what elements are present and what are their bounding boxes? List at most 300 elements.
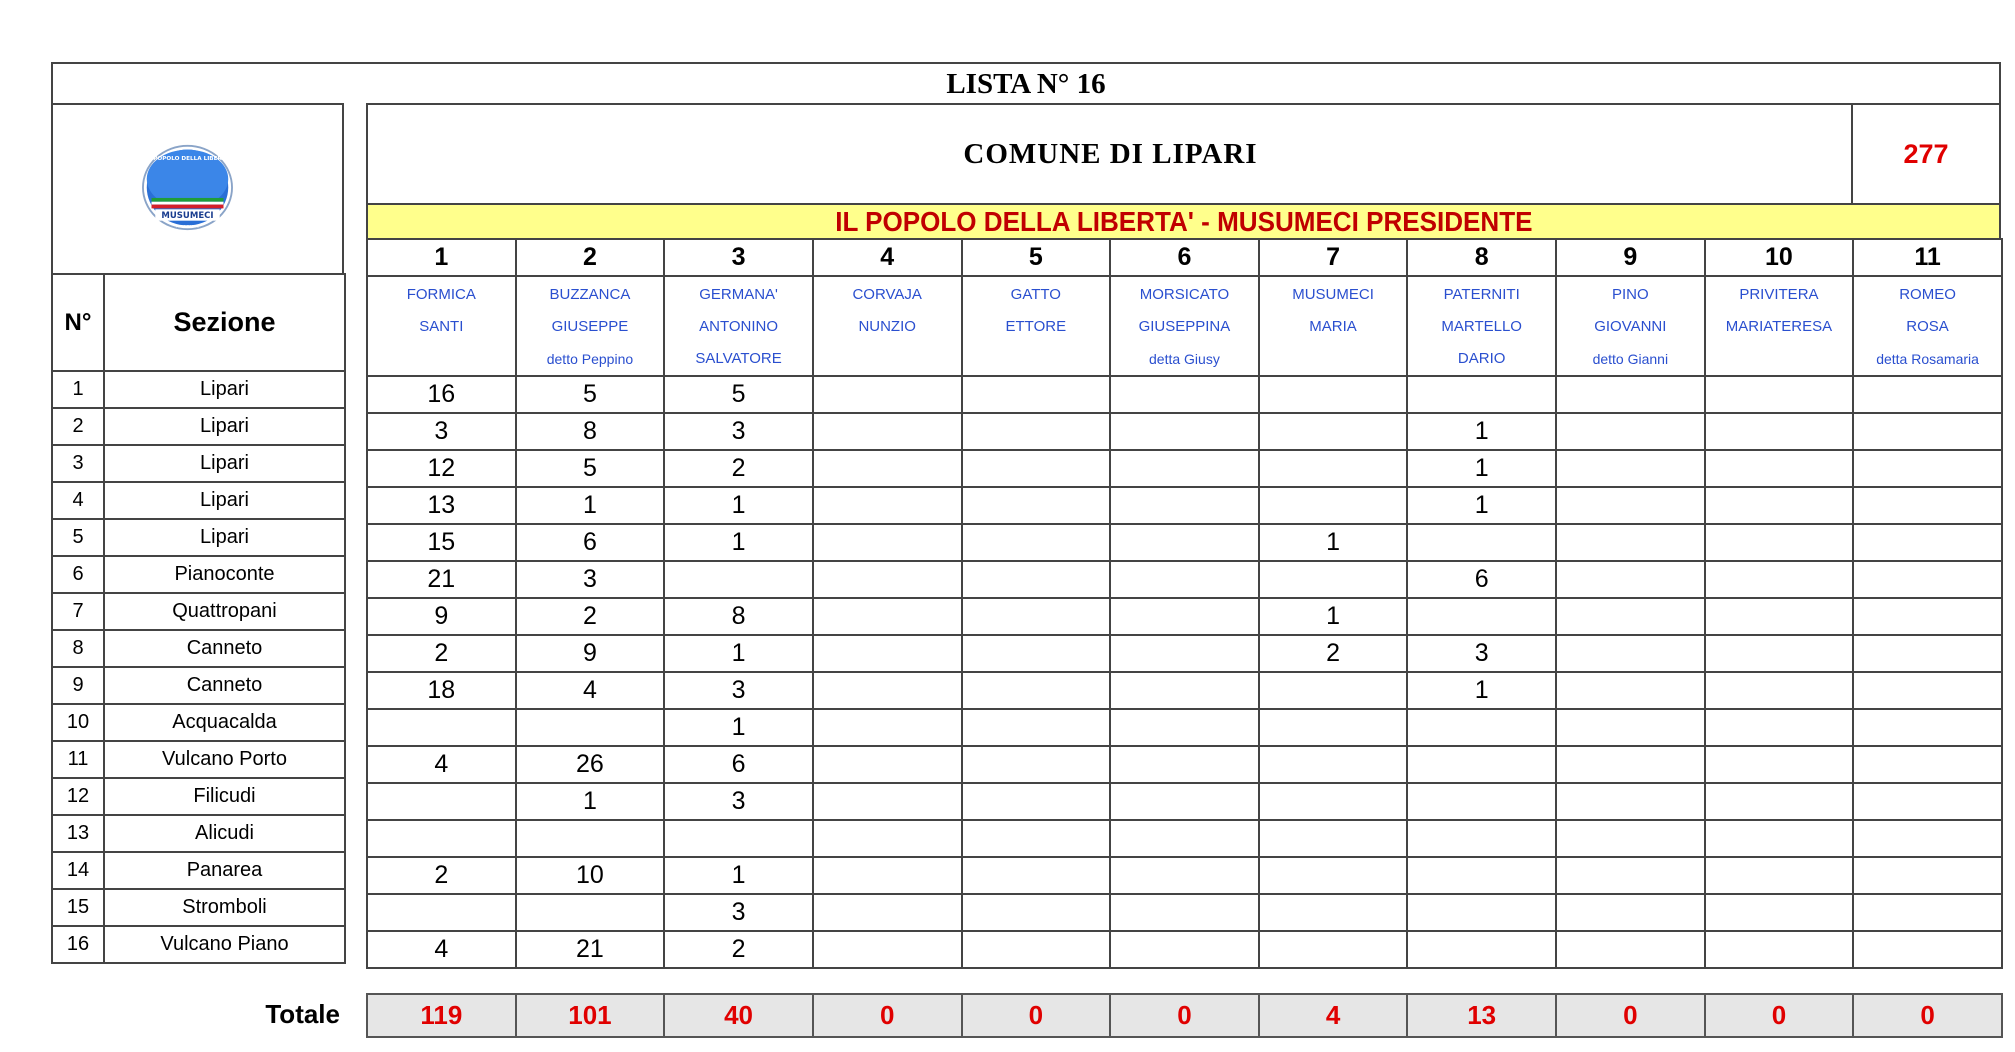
vote-cell: 3 — [516, 561, 665, 598]
section-number: 16 — [52, 926, 104, 963]
section-row — [52, 556, 345, 593]
section-number: 1 — [52, 371, 104, 408]
section-row — [52, 889, 345, 926]
party-name-banner — [366, 203, 2001, 240]
vote-cell — [1705, 487, 1854, 524]
vote-cell — [1110, 857, 1259, 894]
vote-cell: 1 — [516, 783, 665, 820]
logo-sub-text: PRESIDENTE — [175, 223, 200, 229]
section-number: 5 — [52, 519, 104, 556]
section-name: Lipari — [104, 371, 345, 408]
vote-cell: 1 — [664, 709, 813, 746]
vote-cell — [1110, 820, 1259, 857]
section-number: 13 — [52, 815, 104, 852]
candidate-name-line: MORSICATO — [1139, 286, 1230, 303]
vote-cell — [1853, 746, 2002, 783]
vote-cell: 1 — [1259, 524, 1408, 561]
candidate-name-line: FORMICA — [406, 286, 476, 303]
sections-header-row — [52, 274, 345, 371]
total-cell: 13 — [1407, 994, 1556, 1037]
vote-cell: 1 — [1407, 487, 1556, 524]
totals-row — [367, 994, 2002, 1037]
vote-cell: 1 — [1259, 598, 1408, 635]
candidate-name-line: MARIATERESA — [1725, 318, 1833, 335]
vote-cell — [1110, 487, 1259, 524]
candidate-number: 10 — [1705, 239, 1854, 276]
votes-row — [367, 820, 2002, 857]
vote-cell — [516, 820, 665, 857]
vote-cell: 9 — [516, 635, 665, 672]
vote-cell — [1259, 746, 1408, 783]
candidate-number: 3 — [664, 239, 813, 276]
vote-cell — [813, 413, 962, 450]
vote-cell: 8 — [516, 413, 665, 450]
vote-cell — [516, 894, 665, 931]
vote-cell — [813, 857, 962, 894]
candidate-number: 7 — [1259, 239, 1408, 276]
candidate-name-line: ETTORE — [1005, 318, 1067, 335]
vote-cell — [1556, 598, 1705, 635]
candidate-number-row — [367, 239, 2002, 276]
section-row — [52, 815, 345, 852]
vote-cell — [1110, 709, 1259, 746]
section-row — [52, 519, 345, 556]
vote-cell — [1407, 857, 1556, 894]
candidate-name-line: GATTO — [1010, 286, 1061, 303]
vote-cell — [1705, 635, 1854, 672]
candidate-name-line: SANTI — [419, 318, 464, 335]
vote-cell — [813, 783, 962, 820]
vote-cell — [1259, 561, 1408, 598]
vote-cell: 3 — [367, 413, 516, 450]
total-cell: 0 — [1556, 994, 1705, 1037]
vote-cell — [813, 820, 962, 857]
vote-cell — [813, 709, 962, 746]
sections-table — [51, 273, 346, 964]
vote-cell: 4 — [367, 746, 516, 783]
vote-cell — [1110, 598, 1259, 635]
candidate-number: 11 — [1853, 239, 2002, 276]
candidate-name-line: GERMANA' — [699, 286, 778, 303]
vote-cell — [1259, 487, 1408, 524]
candidates-table — [366, 238, 2003, 969]
vote-cell: 4 — [516, 672, 665, 709]
vote-cell — [1407, 709, 1556, 746]
votes-row — [367, 931, 2002, 968]
section-number: 2 — [52, 408, 104, 445]
header-number: N° — [52, 274, 104, 371]
candidate-name-line — [368, 343, 515, 375]
vote-cell: 4 — [367, 931, 516, 968]
vote-cell — [1110, 413, 1259, 450]
vote-cell — [1853, 524, 2002, 561]
section-row — [52, 778, 345, 815]
vote-cell: 2 — [664, 450, 813, 487]
section-name: Stromboli — [104, 889, 345, 926]
section-number: 11 — [52, 741, 104, 778]
list-title: LISTA N° 16 — [51, 62, 2001, 105]
vote-cell — [1556, 931, 1705, 968]
section-name: Lipari — [104, 519, 345, 556]
candidate-name-line: detto Peppino — [546, 351, 634, 367]
votes-row — [367, 672, 2002, 709]
vote-cell — [1853, 672, 2002, 709]
vote-cell: 6 — [1407, 561, 1556, 598]
vote-cell — [1110, 450, 1259, 487]
vote-cell — [1705, 894, 1854, 931]
vote-cell — [1110, 746, 1259, 783]
candidate-name-cell — [1556, 276, 1705, 376]
vote-cell: 15 — [367, 524, 516, 561]
vote-cell — [1110, 635, 1259, 672]
vote-cell — [1259, 709, 1408, 746]
vote-cell — [367, 820, 516, 857]
section-row — [52, 408, 345, 445]
vote-cell — [1407, 598, 1556, 635]
total-cell: 101 — [516, 994, 665, 1037]
vote-cell — [1556, 783, 1705, 820]
votes-row — [367, 376, 2002, 413]
candidate-name-line: DARIO — [1457, 350, 1506, 367]
candidate-name-line: MARIA — [1309, 318, 1357, 335]
section-name: Vulcano Piano — [104, 926, 345, 963]
vote-cell — [1705, 672, 1854, 709]
vote-cell — [962, 783, 1111, 820]
candidate-name-cell — [367, 276, 516, 376]
vote-cell: 13 — [367, 487, 516, 524]
vote-cell: 5 — [516, 376, 665, 413]
candidate-name-line: PATERNITI — [1443, 286, 1520, 303]
vote-cell — [1853, 450, 2002, 487]
candidate-number: 2 — [516, 239, 665, 276]
candidate-name-line — [1260, 343, 1407, 375]
vote-cell: 2 — [367, 857, 516, 894]
vote-cell — [1556, 709, 1705, 746]
section-number: 14 — [52, 852, 104, 889]
candidate-name-line: detto Gianni — [1592, 351, 1669, 367]
vote-cell — [1705, 598, 1854, 635]
candidate-number: 9 — [1556, 239, 1705, 276]
vote-cell — [813, 635, 962, 672]
votes-row — [367, 487, 2002, 524]
candidate-name-line: detta Rosamaria — [1876, 351, 1979, 367]
candidate-name-cell — [516, 276, 665, 376]
candidate-name-cell — [962, 276, 1111, 376]
candidate-name-line: NUNZIO — [858, 318, 916, 335]
total-cell: 0 — [962, 994, 1111, 1037]
candidate-number: 4 — [813, 239, 962, 276]
vote-cell: 6 — [516, 524, 665, 561]
vote-cell — [1705, 376, 1854, 413]
vote-cell: 6 — [664, 746, 813, 783]
candidate-name-line: ROMEO — [1899, 286, 1956, 303]
vote-cell — [664, 561, 813, 598]
vote-cell — [962, 709, 1111, 746]
votes-row — [367, 746, 2002, 783]
section-row — [52, 445, 345, 482]
candidate-name-line: detta Giusy — [1149, 351, 1220, 367]
total-cell: 0 — [1110, 994, 1259, 1037]
section-number: 3 — [52, 445, 104, 482]
vote-cell — [1705, 524, 1854, 561]
candidate-name-line: GIUSEPPINA — [1138, 318, 1231, 335]
candidate-name-cell — [1259, 276, 1408, 376]
vote-cell — [813, 894, 962, 931]
votes-row — [367, 561, 2002, 598]
candidate-number: 6 — [1110, 239, 1259, 276]
vote-cell — [1556, 561, 1705, 598]
candidate-number: 8 — [1407, 239, 1556, 276]
vote-cell — [367, 783, 516, 820]
candidate-number: 5 — [962, 239, 1111, 276]
vote-cell — [813, 376, 962, 413]
vote-cell — [1407, 931, 1556, 968]
vote-cell — [1407, 783, 1556, 820]
section-number: 4 — [52, 482, 104, 519]
section-number: 10 — [52, 704, 104, 741]
votes-row — [367, 783, 2002, 820]
logo-top-text: IL POPOLO DELLA LIBERTÀ — [145, 156, 230, 163]
votes-row — [367, 598, 2002, 635]
party-logo — [140, 143, 235, 233]
section-name: Canneto — [104, 667, 345, 704]
vote-cell — [962, 820, 1111, 857]
vote-cell: 2 — [1259, 635, 1408, 672]
section-row — [52, 667, 345, 704]
vote-cell — [1853, 820, 2002, 857]
votes-row — [367, 450, 2002, 487]
vote-cell: 10 — [516, 857, 665, 894]
section-row — [52, 482, 345, 519]
vote-cell: 1 — [1407, 672, 1556, 709]
section-name: Quattropani — [104, 593, 345, 630]
vote-cell — [1110, 783, 1259, 820]
vote-cell — [813, 450, 962, 487]
vote-cell — [1259, 783, 1408, 820]
vote-cell — [1853, 376, 2002, 413]
vote-cell — [962, 487, 1111, 524]
vote-cell — [1556, 894, 1705, 931]
vote-cell — [1259, 857, 1408, 894]
section-name: Alicudi — [104, 815, 345, 852]
votes-row — [367, 524, 2002, 561]
section-name: Panarea — [104, 852, 345, 889]
vote-cell: 3 — [1407, 635, 1556, 672]
vote-cell — [962, 524, 1111, 561]
vote-cell — [1556, 450, 1705, 487]
section-row — [52, 926, 345, 963]
votes-row — [367, 413, 2002, 450]
votes-row — [367, 894, 2002, 931]
vote-cell — [1407, 820, 1556, 857]
total-cell: 0 — [1705, 994, 1854, 1037]
vote-cell — [1110, 524, 1259, 561]
candidate-name-line: GIUSEPPE — [551, 318, 629, 335]
vote-cell — [1556, 820, 1705, 857]
vote-cell — [1259, 931, 1408, 968]
section-name: Acquacalda — [104, 704, 345, 741]
vote-cell: 8 — [664, 598, 813, 635]
section-name: Lipari — [104, 408, 345, 445]
candidate-name-line: MUSUMECI — [1292, 286, 1374, 303]
vote-cell — [1705, 857, 1854, 894]
vote-cell — [1110, 376, 1259, 413]
vote-cell — [1705, 931, 1854, 968]
vote-cell: 3 — [664, 783, 813, 820]
vote-cell: 5 — [664, 376, 813, 413]
candidate-name-cell — [1407, 276, 1556, 376]
vote-cell — [1259, 376, 1408, 413]
vote-cell — [1556, 635, 1705, 672]
candidate-name-line: ROSA — [1906, 318, 1949, 335]
section-name: Lipari — [104, 445, 345, 482]
vote-cell — [1556, 746, 1705, 783]
vote-cell: 2 — [516, 598, 665, 635]
vote-cell — [1556, 487, 1705, 524]
vote-cell — [1853, 413, 2002, 450]
vote-cell — [962, 450, 1111, 487]
section-name: Vulcano Porto — [104, 741, 345, 778]
section-number: 7 — [52, 593, 104, 630]
total-cell: 0 — [813, 994, 962, 1037]
vote-cell: 2 — [664, 931, 813, 968]
total-cell: 40 — [664, 994, 813, 1037]
candidate-number: 1 — [367, 239, 516, 276]
section-row — [52, 371, 345, 408]
candidate-name-line: PRIVITERA — [1739, 286, 1819, 303]
vote-cell: 3 — [664, 672, 813, 709]
section-number: 9 — [52, 667, 104, 704]
vote-cell — [1853, 931, 2002, 968]
vote-cell — [813, 598, 962, 635]
vote-cell: 3 — [664, 413, 813, 450]
vote-cell — [1705, 709, 1854, 746]
vote-cell — [813, 524, 962, 561]
candidate-name-cell — [1705, 276, 1854, 376]
vote-cell: 1 — [1407, 413, 1556, 450]
candidate-name-line: BUZZANCA — [549, 286, 631, 303]
totale-label: Totale — [265, 998, 340, 1029]
total-cell: 0 — [1853, 994, 2002, 1037]
vote-cell — [367, 894, 516, 931]
candidate-name-row — [367, 276, 2002, 376]
section-row — [52, 593, 345, 630]
section-name: Pianoconte — [104, 556, 345, 593]
section-name: Filicudi — [104, 778, 345, 815]
candidate-name-line: SALVATORE — [695, 350, 782, 367]
vote-cell — [516, 709, 665, 746]
vote-cell: 3 — [664, 894, 813, 931]
vote-cell — [962, 598, 1111, 635]
vote-cell: 21 — [367, 561, 516, 598]
vote-cell — [1705, 746, 1854, 783]
vote-cell — [1556, 672, 1705, 709]
total-cell: 4 — [1259, 994, 1408, 1037]
candidate-name-cell — [1110, 276, 1259, 376]
vote-cell: 2 — [367, 635, 516, 672]
votes-row — [367, 709, 2002, 746]
vote-cell — [962, 635, 1111, 672]
vote-cell — [962, 376, 1111, 413]
vote-cell: 1 — [664, 487, 813, 524]
vote-cell — [1853, 857, 2002, 894]
section-row — [52, 630, 345, 667]
vote-cell — [1110, 561, 1259, 598]
header-sezione: Sezione — [104, 274, 345, 371]
vote-cell — [1407, 376, 1556, 413]
vote-cell: 1 — [1407, 450, 1556, 487]
party-name: IL POPOLO DELLA LIBERTA' - MUSUMECI PRESIDENTE — [834, 205, 1533, 237]
votes-row — [367, 635, 2002, 672]
vote-cell: 1 — [664, 524, 813, 561]
candidate-name-cell — [813, 276, 962, 376]
vote-cell — [1853, 894, 2002, 931]
logo-bottom-text: MUSUMECI — [161, 210, 214, 221]
vote-cell — [1853, 709, 2002, 746]
vote-cell — [1259, 413, 1408, 450]
votes-row — [367, 857, 2002, 894]
vote-cell: 5 — [516, 450, 665, 487]
vote-cell — [1705, 413, 1854, 450]
comune-title: COMUNE DI LIPARI — [366, 103, 1853, 205]
vote-cell: 1 — [664, 635, 813, 672]
vote-cell — [1259, 820, 1408, 857]
candidate-name-cell — [1853, 276, 2002, 376]
vote-cell — [1705, 783, 1854, 820]
section-number: 12 — [52, 778, 104, 815]
section-number: 15 — [52, 889, 104, 926]
section-row — [52, 704, 345, 741]
vote-cell: 1 — [664, 857, 813, 894]
vote-cell — [962, 931, 1111, 968]
vote-cell — [962, 746, 1111, 783]
candidate-name-line: PINO — [1611, 286, 1649, 303]
vote-cell — [1556, 413, 1705, 450]
vote-cell: 21 — [516, 931, 665, 968]
vote-cell: 16 — [367, 376, 516, 413]
section-name: Canneto — [104, 630, 345, 667]
vote-cell — [813, 487, 962, 524]
candidate-name-line: ANTONINO — [699, 318, 779, 335]
total-cell: 119 — [367, 994, 516, 1037]
section-name: Lipari — [104, 482, 345, 519]
vote-cell — [1556, 376, 1705, 413]
vote-cell — [1705, 450, 1854, 487]
candidate-name-line: GIOVANNI — [1594, 318, 1667, 335]
vote-cell — [962, 894, 1111, 931]
vote-cell — [1853, 561, 2002, 598]
vote-cell — [962, 561, 1111, 598]
vote-cell — [1853, 487, 2002, 524]
section-row — [52, 852, 345, 889]
vote-cell: 1 — [516, 487, 665, 524]
candidate-name-cell — [664, 276, 813, 376]
section-row — [52, 741, 345, 778]
vote-cell — [1853, 598, 2002, 635]
vote-cell — [1110, 894, 1259, 931]
vote-cell: 26 — [516, 746, 665, 783]
vote-cell — [1110, 672, 1259, 709]
vote-cell — [962, 857, 1111, 894]
vote-cell — [1407, 894, 1556, 931]
vote-cell — [962, 672, 1111, 709]
vote-cell — [962, 413, 1111, 450]
vote-cell — [813, 931, 962, 968]
vote-cell — [1259, 450, 1408, 487]
vote-cell: 12 — [367, 450, 516, 487]
candidate-name-line — [1706, 343, 1853, 375]
vote-cell — [1259, 672, 1408, 709]
